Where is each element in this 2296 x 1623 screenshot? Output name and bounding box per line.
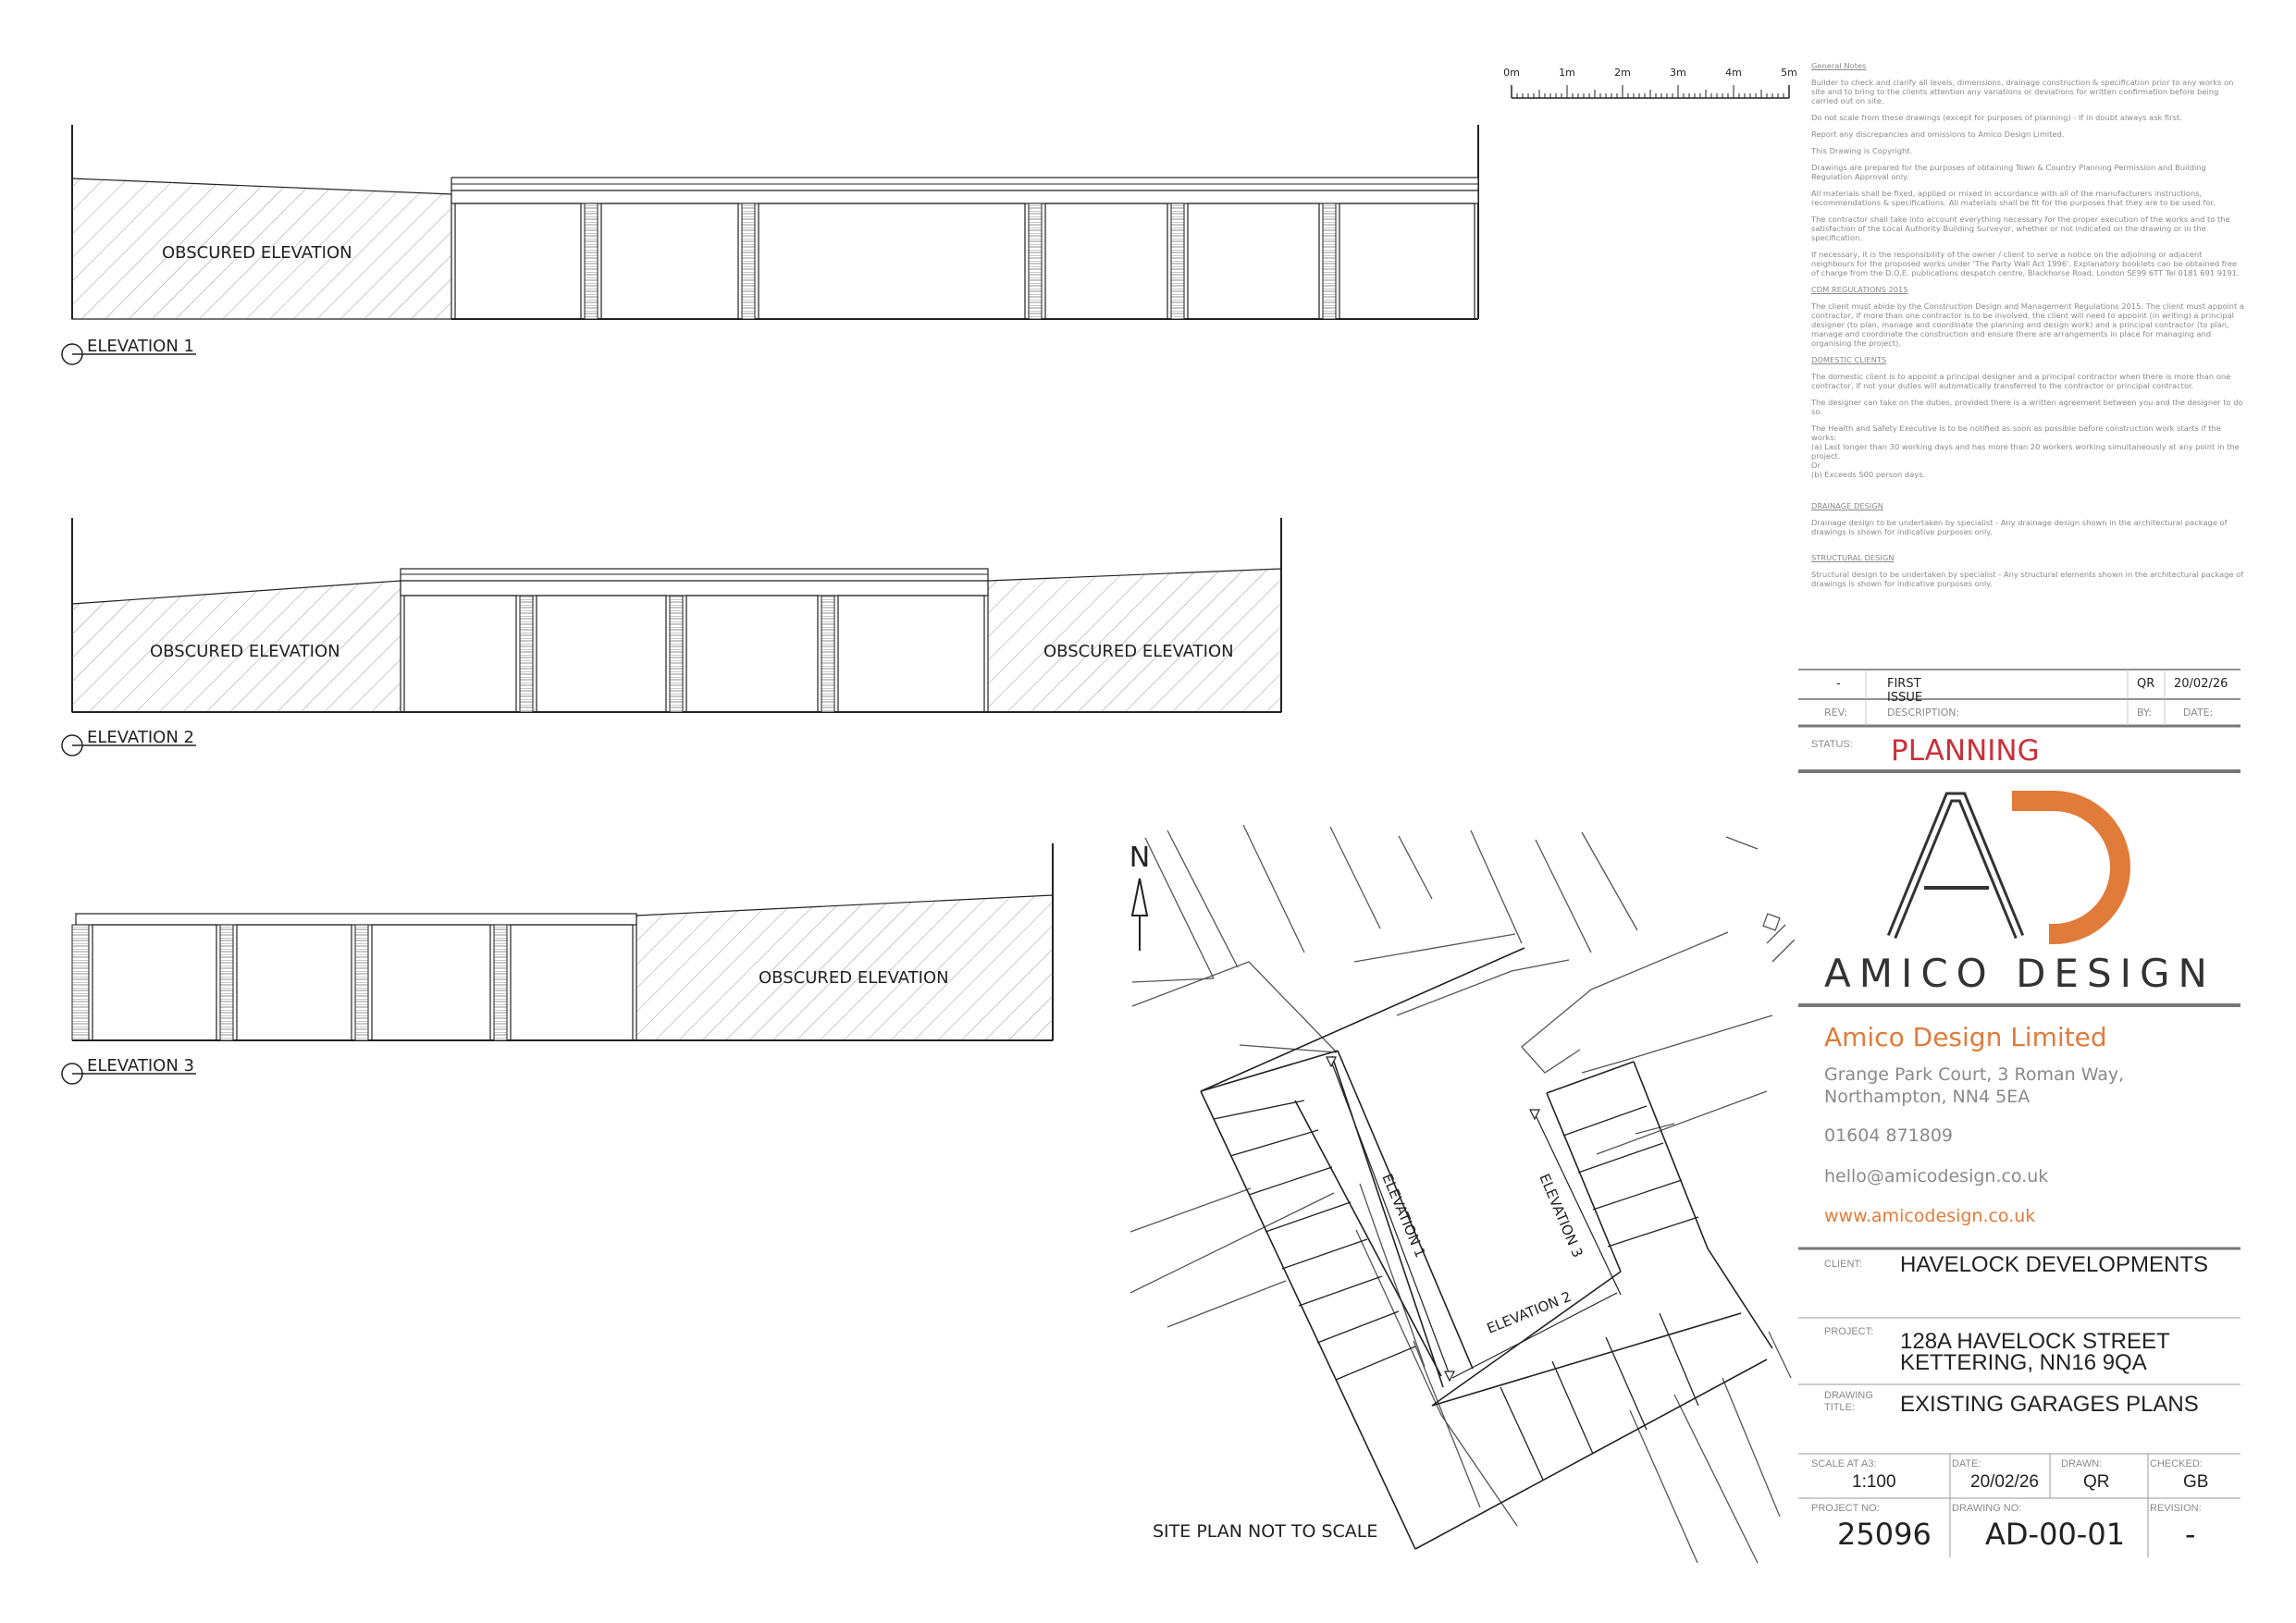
- company-address: Grange Park Court, 3 Roman Way,: [1824, 1064, 2125, 1085]
- revision-date: 20/02/26: [2174, 677, 2228, 691]
- date-value: 20/02/26: [1970, 1472, 2039, 1492]
- site-plan: [1129, 825, 1795, 1563]
- note: The domestic client is to appoint a principal designer and a principal contractor when there is more than one contractor, if not your duties will automatically transferred to the contractor or principal contractor.: [1811, 372, 2231, 390]
- revision-header: REV:: [1824, 707, 1847, 719]
- company-name: Amico Design Limited: [1824, 1022, 2107, 1052]
- drawing-title-label: DRAWING: [1824, 1390, 1873, 1401]
- scale-value: 1:100: [1852, 1472, 1896, 1492]
- company-address: Northampton, NN4 5EA: [1824, 1087, 2031, 1107]
- revision-rev: -: [1836, 677, 1841, 691]
- garage-doors: [404, 596, 984, 712]
- project-no-value: 25096: [1837, 1517, 1932, 1552]
- project-label: PROJECT:: [1824, 1326, 1874, 1337]
- notes-heading: General Notes: [1811, 61, 1867, 70]
- obscured-label: OBSCURED ELEVATION: [1043, 642, 1234, 661]
- brick-pier: [1029, 203, 1042, 319]
- note: Or: [1811, 461, 1821, 470]
- company-website: www.amicodesign.co.uk: [1824, 1206, 2036, 1226]
- garage-door: [93, 925, 216, 1040]
- revision-by: QR: [2137, 677, 2155, 691]
- garage-door: [759, 203, 1025, 319]
- elevation-2-title: [62, 728, 196, 756]
- elevation-label: ELEVATION 3: [87, 1056, 194, 1076]
- revision-header: DATE:: [2183, 707, 2214, 719]
- revision-header: BY:: [2137, 707, 2152, 719]
- note: This Drawing is Copyright.: [1811, 146, 1913, 155]
- garage-door: [537, 596, 666, 712]
- garage-door: [237, 925, 352, 1040]
- obscured-area: [988, 569, 1281, 712]
- obscured-label: OBSCURED ELEVATION: [759, 968, 949, 988]
- note: The client must abide by the Construction Design and Management Regulations 2015. The client must appoint a contractor, if more than one contractor is to be involved, the client will need to appoint (in writing) a principal designer (to plan, manage and coordinate the planning and design work) and a principal contractor (to plan, manage and coordinate the construction and ensure there are arrangements in place for managing and organising the project).: [1811, 301, 2244, 348]
- site-elevation-label: ELEVATION 3: [1536, 1171, 1586, 1260]
- garage-door: [404, 596, 516, 712]
- scale-label: 2m: [1614, 67, 1631, 79]
- elevation-1-title: [62, 337, 196, 364]
- drawn-label: DRAWN:: [2061, 1458, 2103, 1469]
- note: (b) Exceeds 500 person days.: [1811, 470, 1926, 479]
- garage-door: [511, 925, 633, 1040]
- client-label: CLIENT:: [1824, 1259, 1862, 1270]
- checked-label: CHECKED:: [2150, 1458, 2203, 1469]
- brand-name: AMICO DESIGN: [1824, 951, 2216, 996]
- brick-pier: [742, 203, 755, 319]
- project-line: 128A HAVELOCK STREET: [1900, 1329, 2170, 1354]
- garage-door: [1045, 203, 1167, 319]
- site-elevation-label: ELEVATION 2: [1484, 1287, 1574, 1337]
- north-arrow: [1132, 879, 1147, 951]
- revision-label: REVISION:: [2150, 1503, 2202, 1514]
- notes-heading: DOMESTIC CLIENTS: [1811, 355, 1887, 364]
- client-value: HAVELOCK DEVELOPMENTS: [1900, 1252, 2208, 1277]
- brick-pier: [520, 596, 533, 712]
- status-label: STATUS:: [1811, 739, 1853, 750]
- scale-label: SCALE AT A3:: [1811, 1458, 1877, 1469]
- drawing-no-label: DRAWING NO:: [1952, 1503, 2022, 1514]
- revision-header: DESCRIPTION:: [1887, 707, 1960, 719]
- drawing-title-label: TITLE:: [1824, 1402, 1856, 1413]
- note: Do not scale from these drawings (except for purposes of planning) - If in doubt always ask first.: [1811, 113, 2182, 122]
- obscured-label: OBSCURED ELEVATION: [162, 243, 352, 263]
- notes-heading: CDM REGULATIONS 2015: [1811, 285, 1908, 294]
- general-notes: [1811, 61, 2246, 596]
- project-line: KETTERING, NN16 9QA: [1900, 1350, 2147, 1375]
- brick-pier: [220, 925, 233, 1040]
- revision-description: FIRST ISSUE: [1887, 677, 1923, 705]
- scale-label: 1m: [1559, 67, 1575, 79]
- brick-pier: [821, 596, 834, 712]
- site-plan-caption: SITE PLAN NOT TO SCALE: [1153, 1521, 1378, 1542]
- elevation-3-title: [62, 1056, 196, 1084]
- note: The Health and Safety Executive is to be notified as soon as possible before construction work starts if the works:: [1811, 424, 2221, 442]
- garage-doors: [93, 925, 633, 1040]
- scale-label: 4m: [1725, 67, 1742, 79]
- note: Structural design to be undertaken by specialist - Any structural elements shown in the architectural package of drawings is shown for indicative purposes only.: [1811, 570, 2244, 588]
- note: Drawings are prepared for the purposes of obtaining Town & Country Planning Permission and Building Regulation Approval only.: [1811, 163, 2206, 181]
- scale-label: 0m: [1503, 67, 1520, 79]
- elevation-label: ELEVATION 1: [87, 337, 194, 356]
- project-no-label: PROJECT NO:: [1811, 1503, 1880, 1514]
- revision-value: -: [2185, 1517, 2196, 1552]
- scale-label: 3m: [1670, 67, 1686, 79]
- brick-pier: [670, 596, 683, 712]
- garage-door: [455, 203, 581, 319]
- elevation-3: [72, 843, 1053, 1040]
- company-email: hello@amicodesign.co.uk: [1824, 1166, 2049, 1187]
- note: All materials shall be fixed, applied or mixed in accordance with all of the manufacturers instructions, recommendations & specifications. All materials shall be fit for the purposes that they are to be used for.: [1811, 189, 2216, 207]
- date-label: DATE:: [1952, 1458, 1981, 1469]
- garage-door: [838, 596, 984, 712]
- note: If necessary, it is the responsibility of the owner / client to serve a notice on the adjoining or adjacent neighbours for the proposed works under 'The Party Wall Act 1996'. Explanatory booklets can be obtained free of charge from the D.O.E. publications despatch centre, Blackhorse Road, London SE99 6TT Tel 0181 691 9191.: [1811, 250, 2240, 277]
- brick-pier: [585, 203, 598, 319]
- garage-door: [686, 596, 818, 712]
- elevation-1: [72, 125, 1478, 319]
- brick-pier: [494, 925, 507, 1040]
- garage-door: [372, 925, 490, 1040]
- checked-value: GB: [2183, 1472, 2209, 1492]
- brick-pier: [1323, 203, 1336, 319]
- note: The contractor shall take into account everything necessary for the proper execution of the works and to the satisfaction of the Local Authority Building Surveyor, whether or not indicated on the drawing or in the specification.: [1811, 215, 2230, 242]
- note: Drainage design to be undertaken by specialist - Any drainage design shown in the architectural package of drawings is shown for indicative purposes only.: [1811, 518, 2228, 536]
- elevation-2: [72, 518, 1281, 712]
- scale-label: 5m: [1781, 67, 1797, 79]
- notes-heading: DRAINAGE DESIGN: [1811, 501, 1883, 510]
- note: Builder to check and clarify all levels, dimensions, drainage construction & specification prior to any works on site and to bring to the clients attention any variations or deviations for written confirmation before being carried out on site.: [1811, 78, 2234, 105]
- garage-door: [1339, 203, 1475, 319]
- obscured-label: OBSCURED ELEVATION: [150, 642, 340, 661]
- drawing-title-value: EXISTING GARAGES PLANS: [1900, 1392, 2199, 1417]
- amico-design-logo: [1892, 797, 2120, 937]
- garage-doors: [455, 203, 1475, 319]
- garage-door: [1188, 203, 1319, 319]
- status-value: PLANNING: [1891, 734, 2040, 768]
- brick-pier: [1171, 203, 1184, 319]
- scale-bar: [1503, 67, 1797, 98]
- note: Report any discrepancies and omissions to Amico Design Limited.: [1811, 129, 2065, 139]
- drawing-no-value: AD-00-01: [1985, 1517, 2126, 1552]
- note: (a) Last longer than 30 working days and has more than 20 workers working simultaneously at any point in the project.: [1811, 442, 2240, 461]
- note: The designer can take on the duties, provided there is a written agreement between you and the designer to do so.: [1811, 398, 2243, 416]
- north-label: N: [1129, 842, 1151, 874]
- garage-door: [601, 203, 738, 319]
- site-elevation-label: ELEVATION 1: [1378, 1171, 1429, 1260]
- elevation-label: ELEVATION 2: [87, 728, 194, 747]
- drawn-value: QR: [2083, 1472, 2110, 1492]
- brick-pier: [355, 925, 368, 1040]
- notes-heading: STRUCTURAL DESIGN: [1811, 553, 1895, 562]
- company-phone: 01604 871809: [1824, 1125, 1954, 1146]
